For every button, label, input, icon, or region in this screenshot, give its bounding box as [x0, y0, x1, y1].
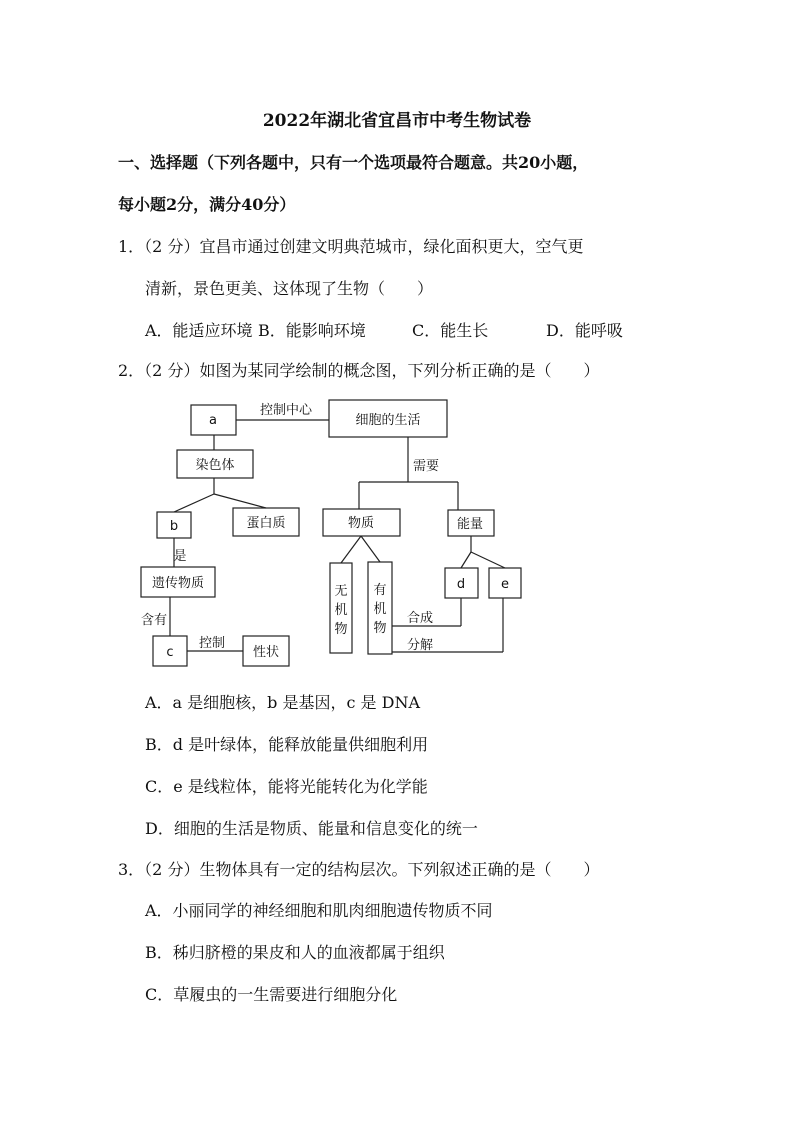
- q1-option-a: A．能适应环境: [145, 321, 253, 340]
- q2-option-b: B．d 是叶绿体，能释放能量供细胞利用: [145, 735, 429, 754]
- q3-stem: 3．（2 分）生物体具有一定的结构层次。下列叙述正确的是（ ）: [118, 860, 600, 879]
- label-b: b: [169, 519, 179, 534]
- section-heading-line2: 每小题2分，满分40分）: [118, 195, 296, 214]
- label-inorganic-2: 机: [334, 603, 348, 618]
- label-genetic-material: 遗传物质: [151, 576, 205, 591]
- q3-option-c: C．草履虫的一生需要进行细胞分化: [145, 985, 398, 1004]
- label-a: a: [209, 413, 217, 428]
- label-control-center: 控制中心: [259, 403, 313, 418]
- q1-stem-line2: 清新，景色更美、这体现了生物（ ）: [145, 279, 434, 298]
- label-need: 需要: [412, 459, 440, 474]
- label-control: 控制: [198, 636, 226, 651]
- q1-option-b: B．能影响环境: [258, 321, 366, 340]
- q1-option-c: C．能生长: [412, 321, 489, 340]
- label-energy: 能量: [456, 517, 484, 532]
- label-trait: 性状: [252, 645, 280, 660]
- label-inorganic-3: 物: [334, 622, 348, 637]
- label-contains: 含有: [140, 613, 168, 628]
- label-organic-3: 物: [373, 621, 387, 636]
- label-c: c: [166, 645, 174, 660]
- q3-option-b: B．秭归脐橙的果皮和人的血液都属于组织: [145, 943, 445, 962]
- label-synthesis: 合成: [406, 611, 434, 626]
- section-heading-line1: 一、选择题（下列各题中，只有一个选项最符合题意。共20小题，: [118, 153, 589, 172]
- label-inorganic-1: 无: [334, 584, 348, 599]
- label-d: d: [456, 577, 466, 592]
- q1-option-d: D．能呼吸: [546, 321, 623, 340]
- q3-option-a: A．小丽同学的神经细胞和肌肉细胞遗传物质不同: [145, 901, 493, 920]
- label-matter: 物质: [347, 516, 375, 531]
- q2-option-d: D．细胞的生活是物质、能量和信息变化的统一: [145, 819, 478, 838]
- label-chromosome: 染色体: [195, 458, 235, 473]
- q1-stem-line1: 1．（2 分）宜昌市通过创建文明典范城市，绿化面积更大，空气更: [118, 237, 584, 256]
- q2-stem: 2．（2 分）如图为某同学绘制的概念图，下列分析正确的是（ ）: [118, 361, 600, 380]
- label-protein: 蛋白质: [246, 516, 286, 531]
- label-organic-2: 机: [373, 602, 387, 617]
- label-is: 是: [173, 549, 187, 564]
- q2-option-a: A．a 是细胞核，b 是基因，c 是 DNA: [145, 693, 421, 712]
- label-e: e: [501, 577, 509, 592]
- label-organic-1: 有: [373, 583, 387, 598]
- label-decompose: 分解: [406, 638, 434, 653]
- page-title: 2022年湖北省宜昌市中考生物试卷: [262, 111, 532, 131]
- q2-option-c: C．e 是线粒体，能将光能转化为化学能: [145, 777, 428, 796]
- label-cell-life: 细胞的生活: [355, 413, 421, 428]
